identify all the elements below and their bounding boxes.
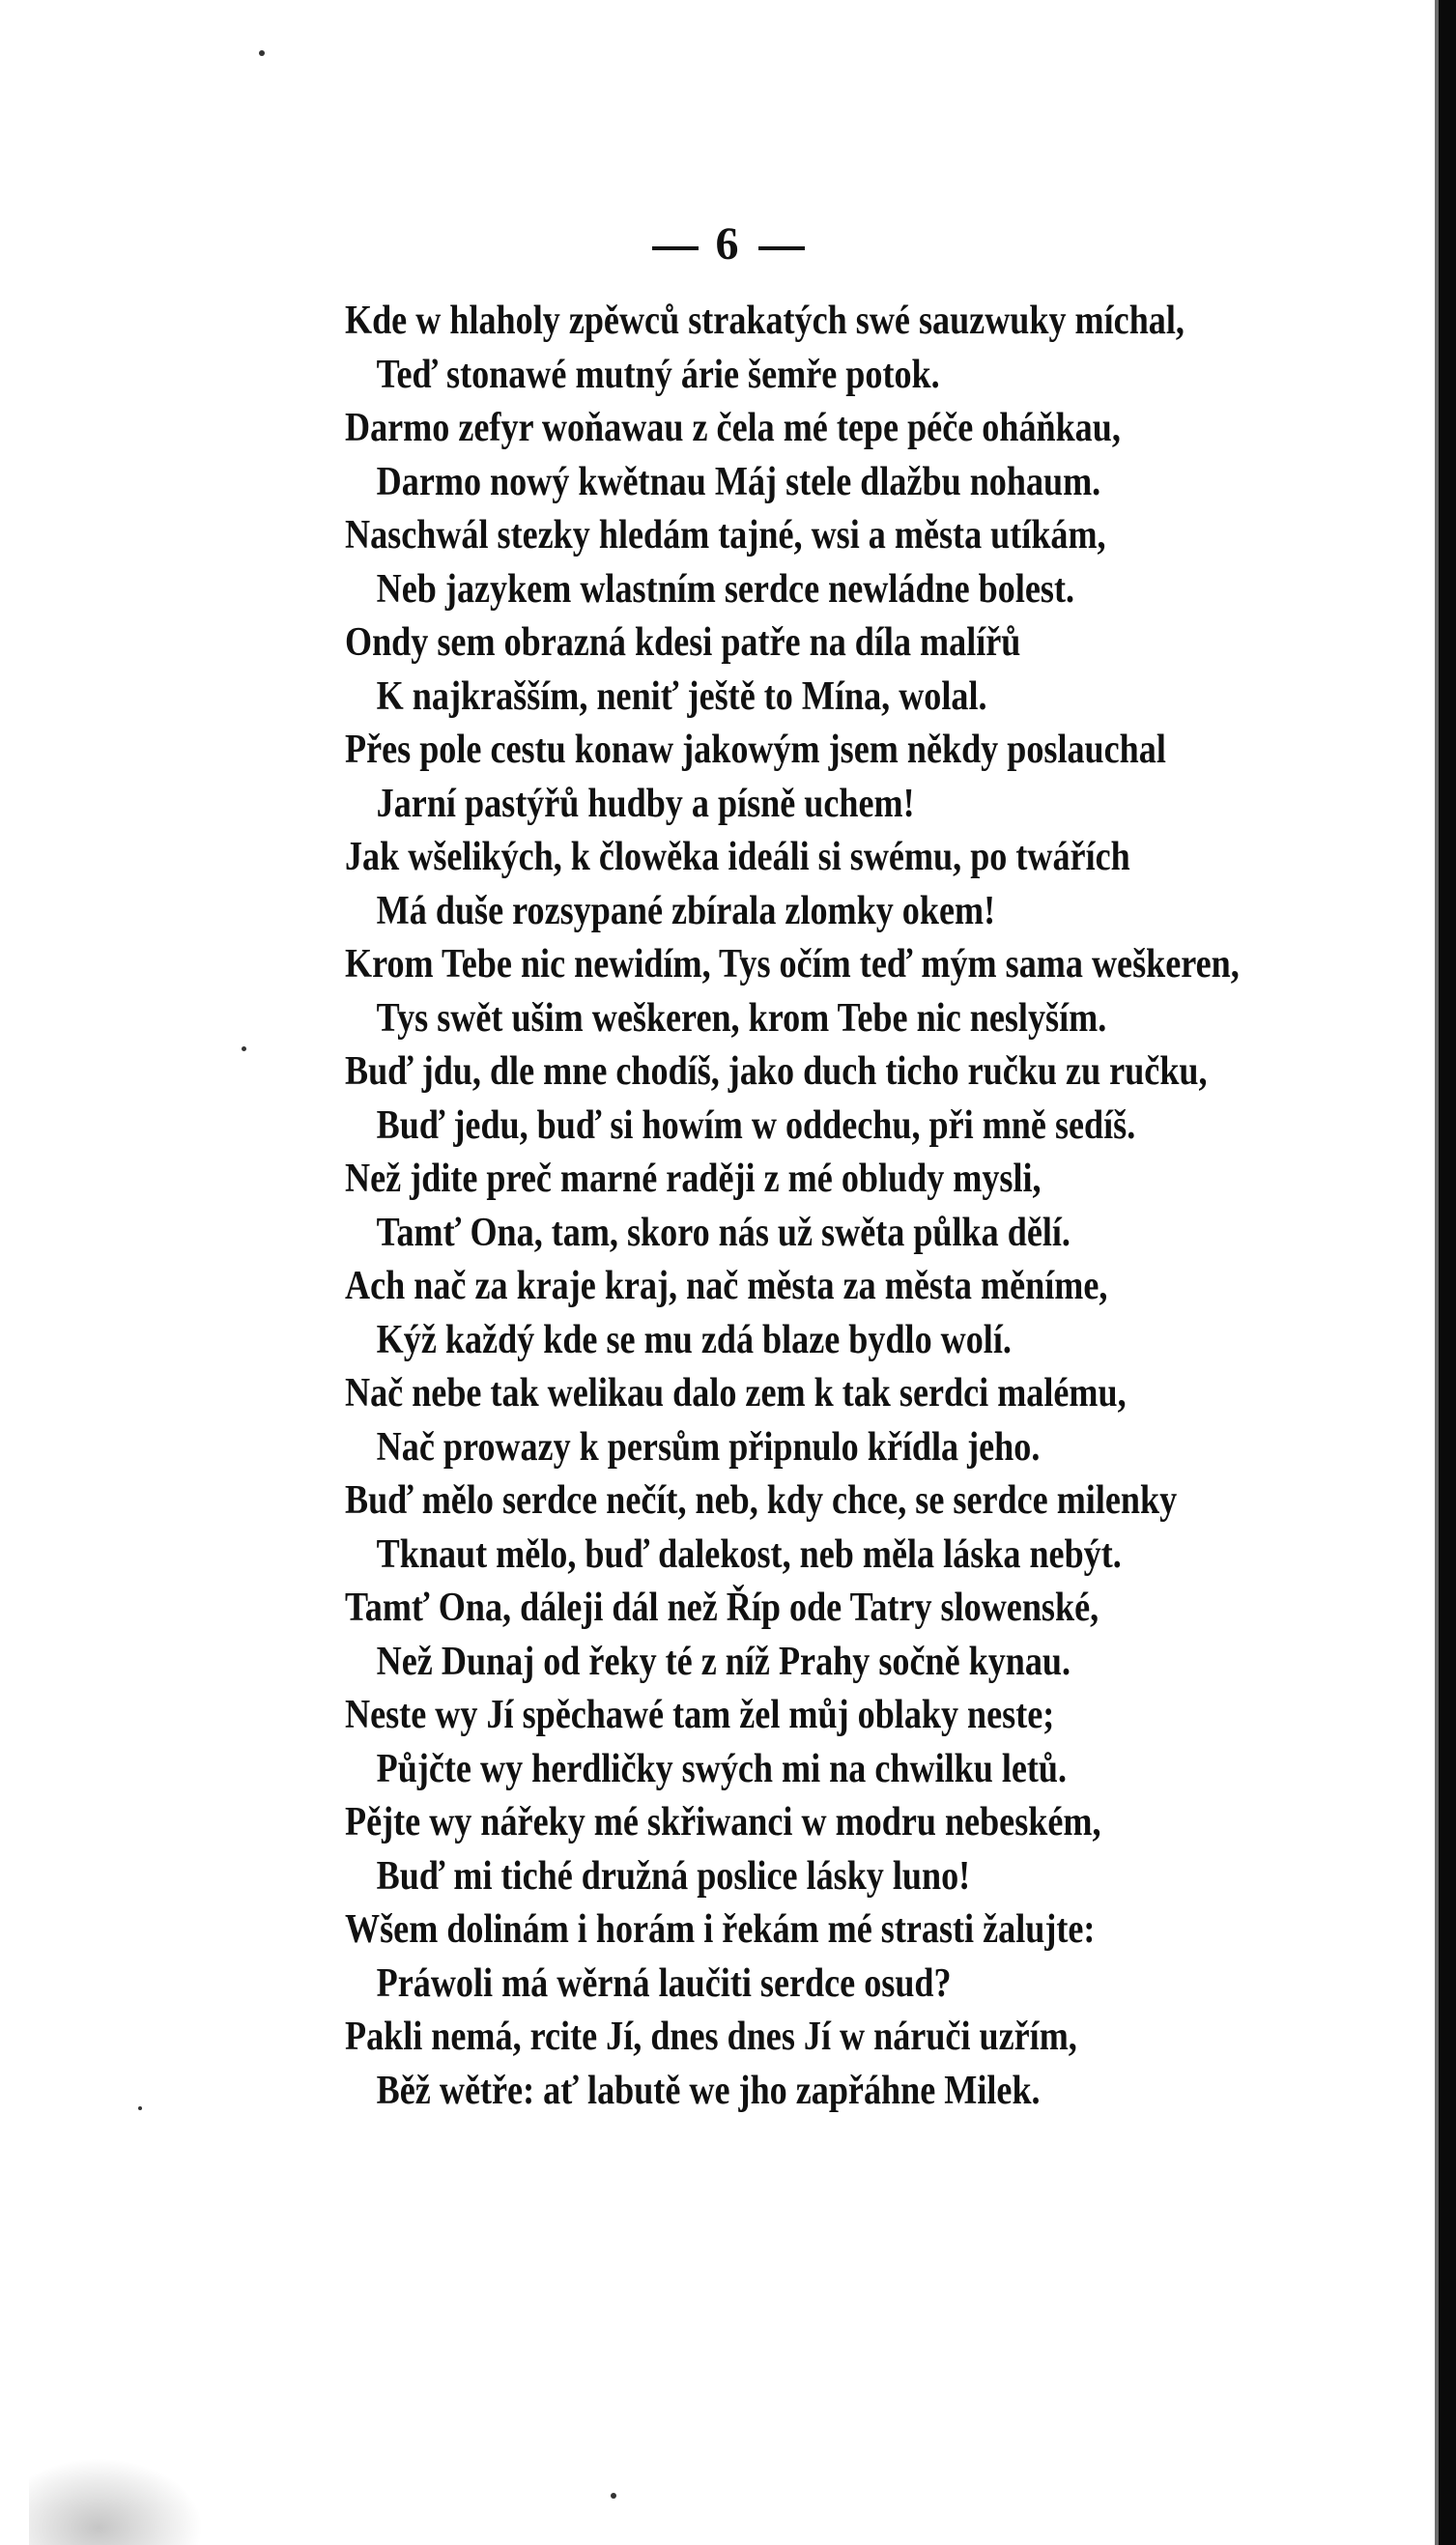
poem-line: Neb jazykem wlastním serdce newládne bolest. [376,566,1075,612]
poem-line: Běž wětře: ať labutě we jho zapřáhne Milek. [376,2068,1041,2113]
scan-speck [259,50,265,56]
poem-line: Než Dunaj od řeky té z níž Prahy sočně kynau. [376,1639,1071,1684]
poem-line: Pějte wy nářeky mé skřiwanci w modru nebeském, [345,1800,1101,1844]
poem-line: Nač nebe tak welikau dalo zem k tak serdci malému, [345,1371,1127,1415]
poem-line: Buď jdu, dle mne chodíš, jako duch ticho ručku zu ručku, [345,1049,1208,1094]
poem-line: Tamť Ona, dáleji dál než Říp ode Tatry slowenské, [345,1586,1099,1630]
poem-line: Tamť Ona, tam, skoro nás už swěta půlka dělí. [376,1210,1071,1255]
scan-speck [611,2493,616,2499]
poem-line: Tknaut mělo, buď dalekost, neb měla láska nebýt. [376,1531,1122,1577]
poem-line: Jarní pastýřů hudby a písně uchem! [376,781,915,826]
scan-speck [242,1046,246,1051]
scan-edge [1439,0,1456,2545]
poem-line: Nač prowazy k persům připnulo křídla jeho. [376,1424,1041,1470]
poem-line: Práwoli má wěrná laučiti serdce osud? [376,1960,952,2006]
poem-line: Kde w hlaholy zpěwců strakatých swé sauzwuky míchal, [345,299,1185,343]
header-dash-right [758,246,805,250]
poem-line: Wšem dolinám i horám i řekám mé strasti žalujte: [345,1907,1096,1952]
poem-line: Buď mi tiché družná poslice lásky luno! [376,1853,971,1899]
poem-line: Půjčte wy herdličky swých mi na chwilku letů. [376,1746,1068,1791]
poem-line: K najkrašším, neniť ještě to Mína, wolal. [376,673,987,719]
poem-line: Než jdite preč marné raději z mé obludy mysli, [345,1157,1042,1201]
poem-line: Přes pole cestu konaw jakowým jsem někdy poslauchal [345,728,1166,772]
poem-line: Darmo zefyr woňawau z čela mé tepe péče oháňkau, [345,406,1121,450]
poem-text [345,295,1321,2118]
scan-smudge [29,2458,203,2545]
poem-line: Jak wšelikých, k člowěka ideáli si swému, po twářích [345,835,1130,879]
poem-line: Buď jedu, buď si howím w oddechu, při mně sedíš. [376,1102,1136,1148]
poem-line: Ach nač za kraje kraj, nač města za města měníme, [345,1264,1108,1308]
poem-line: Tys swět ušim weškeren, krom Tebe nic neslyším. [376,995,1107,1041]
poem-line: Ondy sem obrazná kdesi patře na díla malířů [345,620,1021,665]
scan-speck [138,2106,142,2110]
poem-line: Kýž každý kde se mu zdá blaze bydlo wolí. [376,1317,1012,1362]
poem-line: Darmo nowý kwětnau Máj stele dlažbu nohaum. [376,459,1101,504]
poem-line: Krom Tebe nic newidím, Tys očím teď mým sama weškeren, [345,942,1240,987]
poem-line: Pakli nemá, rcite Jí, dnes dnes Jí w náruči uzřím, [345,2015,1077,2059]
page-number-header [0,217,1456,271]
poem-line: Neste wy Jí spěchawé tam žel můj oblaky neste; [345,1693,1055,1737]
poem-line: Buď mělo serdce nečít, neb, kdy chce, se serdce milenky [345,1478,1178,1523]
page-number: 6 [715,218,741,270]
poem-line: Teď stonawé mutný árie šemře potok. [376,352,940,397]
poem-line: Má duše rozsypané zbírala zlomky okem! [376,888,996,933]
header-dash-left [652,246,699,250]
poem-line: Naschwál stezky hledám tajné, wsi a města utíkám, [345,513,1106,558]
